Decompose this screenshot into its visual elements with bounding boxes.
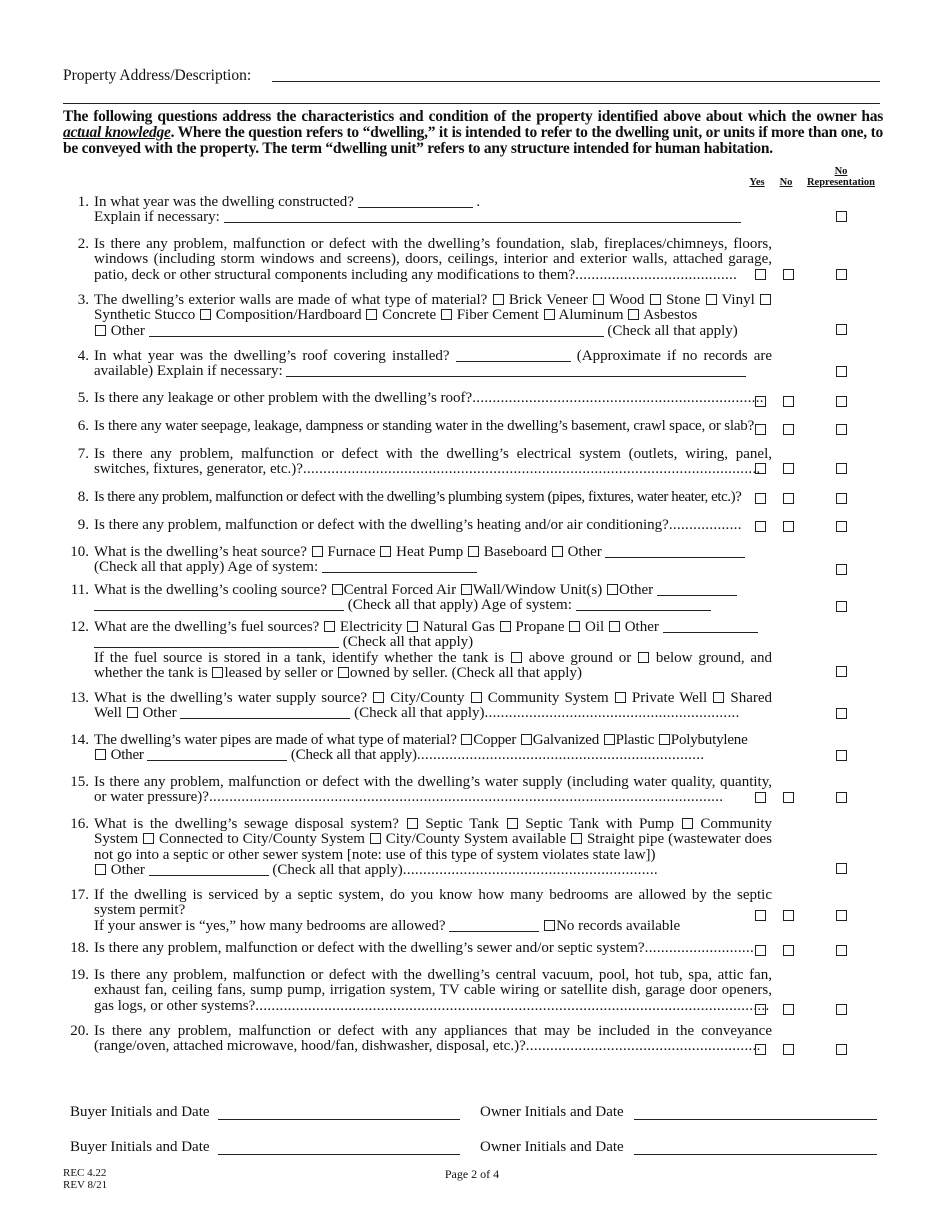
q18-no-checkbox[interactable] bbox=[783, 945, 794, 956]
q10-norep-checkbox[interactable] bbox=[836, 564, 847, 575]
q7-norep-checkbox[interactable] bbox=[836, 463, 847, 474]
form-revision: REV 8/21 bbox=[63, 1179, 108, 1191]
q2-yes-checkbox[interactable] bbox=[755, 269, 766, 280]
q8-no-checkbox[interactable] bbox=[783, 493, 794, 504]
q9-yes-checkbox[interactable] bbox=[755, 521, 766, 532]
q4-norep-checkbox[interactable] bbox=[836, 366, 847, 377]
q9-no-checkbox[interactable] bbox=[783, 521, 794, 532]
q17-yes-checkbox[interactable] bbox=[755, 910, 766, 921]
q7-yes-checkbox[interactable] bbox=[755, 463, 766, 474]
q5-yes-checkbox[interactable] bbox=[755, 396, 766, 407]
address-label: Property Address/Description: bbox=[63, 67, 252, 84]
q7-no-checkbox[interactable] bbox=[783, 463, 794, 474]
col-no-header: No bbox=[779, 177, 793, 188]
q14-norep-checkbox[interactable] bbox=[836, 750, 847, 761]
q20-no-checkbox[interactable] bbox=[783, 1044, 794, 1055]
owner-initials-label-2: Owner Initials and Date bbox=[480, 1139, 624, 1155]
q8-norep-checkbox[interactable] bbox=[836, 493, 847, 504]
q15-no-checkbox[interactable] bbox=[783, 792, 794, 803]
q6-no-checkbox[interactable] bbox=[783, 424, 794, 435]
q1-norep-checkbox[interactable] bbox=[836, 211, 847, 222]
q11-norep-checkbox[interactable] bbox=[836, 601, 847, 612]
q8-yes-checkbox[interactable] bbox=[755, 493, 766, 504]
col-norep-header: No Representation bbox=[806, 166, 876, 188]
owner-initials-label-1: Owner Initials and Date bbox=[480, 1104, 624, 1120]
intro-paragraph: The following questions address the characteristics and condition of the property identified above about which the owner has actual knowledge. Where the question refers to “dwelling,” it is intended to refer to the dwelling unit, or units if more than one, to be conveyed with the property. The term “dwelling unit” refers to any structure intended for human habitation. bbox=[63, 108, 883, 157]
q19-no-checkbox[interactable] bbox=[783, 1004, 794, 1015]
q17-norep-checkbox[interactable] bbox=[836, 910, 847, 921]
q16-norep-checkbox[interactable] bbox=[836, 863, 847, 874]
divider bbox=[63, 103, 880, 104]
q17-no-checkbox[interactable] bbox=[783, 910, 794, 921]
q19-yes-checkbox[interactable] bbox=[755, 1004, 766, 1015]
form-number: REC 4.22 bbox=[63, 1167, 107, 1179]
buyer-initials-label-1: Buyer Initials and Date bbox=[70, 1104, 210, 1120]
q15-yes-checkbox[interactable] bbox=[755, 792, 766, 803]
owner-initials-field-1[interactable] bbox=[634, 1119, 877, 1120]
q18-norep-checkbox[interactable] bbox=[836, 945, 847, 956]
q6-norep-checkbox[interactable] bbox=[836, 424, 847, 435]
q2-norep-checkbox[interactable] bbox=[836, 269, 847, 280]
q6-yes-checkbox[interactable] bbox=[755, 424, 766, 435]
owner-initials-field-2[interactable] bbox=[634, 1154, 877, 1155]
buyer-initials-field-1[interactable] bbox=[218, 1119, 460, 1120]
q3-norep-checkbox[interactable] bbox=[836, 324, 847, 335]
q5-norep-checkbox[interactable] bbox=[836, 396, 847, 407]
q13-norep-checkbox[interactable] bbox=[836, 708, 847, 719]
col-yes-header: Yes bbox=[749, 177, 765, 188]
q19-norep-checkbox[interactable] bbox=[836, 1004, 847, 1015]
q20-yes-checkbox[interactable] bbox=[755, 1044, 766, 1055]
q20-norep-checkbox[interactable] bbox=[836, 1044, 847, 1055]
buyer-initials-label-2: Buyer Initials and Date bbox=[70, 1139, 210, 1155]
q9-norep-checkbox[interactable] bbox=[836, 521, 847, 532]
q18-yes-checkbox[interactable] bbox=[755, 945, 766, 956]
q2-no-checkbox[interactable] bbox=[783, 269, 794, 280]
q12-norep-checkbox[interactable] bbox=[836, 666, 847, 677]
address-field[interactable] bbox=[272, 81, 880, 82]
buyer-initials-field-2[interactable] bbox=[218, 1154, 460, 1155]
q5-no-checkbox[interactable] bbox=[783, 396, 794, 407]
q15-norep-checkbox[interactable] bbox=[836, 792, 847, 803]
page-number: Page 2 of 4 bbox=[444, 1167, 500, 1181]
